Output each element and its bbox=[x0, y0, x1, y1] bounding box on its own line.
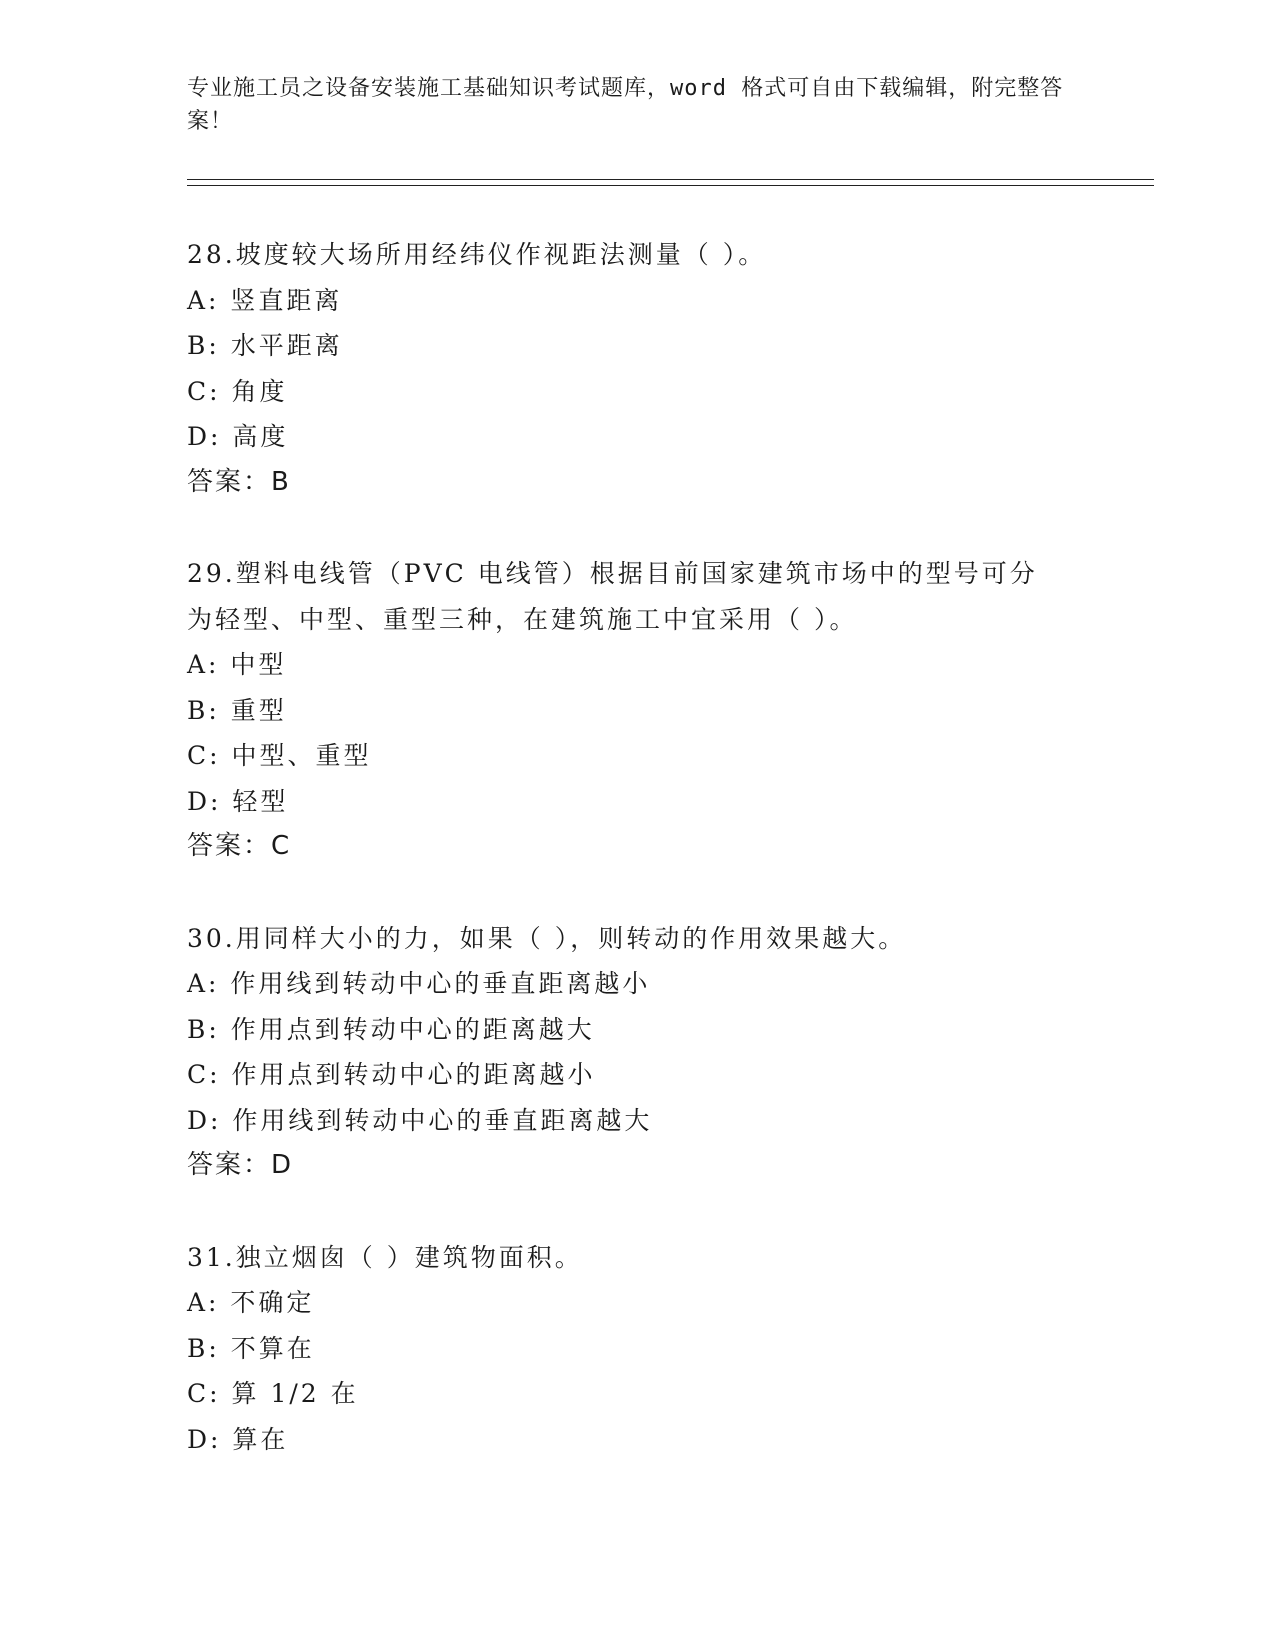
answer-label: 答案：B bbox=[187, 466, 291, 497]
question-text: 30.用同样大小的力，如果（ ），则转动的作用效果越大。 bbox=[187, 923, 907, 953]
option-c: C: 算 1/2 在 bbox=[187, 1379, 359, 1408]
option-a: A: 中型 bbox=[187, 650, 287, 679]
question-text: 29.塑料电线管（PVC 电线管）根据目前国家建筑市场中的型号可分为轻型、中型、重型三种，在建筑施工中宜采用（ ）。 bbox=[187, 559, 1038, 634]
option-a: A: 竖直距离 bbox=[187, 285, 343, 315]
option-d: D: 作用线到转动中心的垂直距离越大 bbox=[187, 1105, 653, 1135]
answer-label: 答案：C bbox=[187, 831, 292, 861]
question-30 bbox=[187, 916, 1087, 1189]
page-header: 专业施工员之设备安装施工基础知识考试题库，word 格式可自由下载编辑，附完整答案！ bbox=[187, 76, 1064, 134]
question-28 bbox=[187, 232, 1087, 505]
option-a: A: 作用线到转动中心的垂直距离越小 bbox=[187, 969, 651, 998]
option-c: C: 中型、重型 bbox=[187, 741, 372, 770]
option-a: A: 不确定 bbox=[187, 1288, 315, 1317]
option-d: D: 高度 bbox=[187, 422, 289, 451]
header-divider bbox=[187, 179, 1154, 186]
option-b: B: 重型 bbox=[187, 695, 287, 725]
question-31 bbox=[187, 1235, 1087, 1463]
option-c: C: 角度 bbox=[187, 376, 288, 406]
option-b: B: 作用点到转动中心的距离越大 bbox=[187, 1014, 595, 1044]
question-text: 31.独立烟囱（ ）建筑物面积。 bbox=[187, 1242, 583, 1272]
question-text: 28.坡度较大场所用经纬仪作视距法测量（ ）。 bbox=[187, 240, 767, 269]
option-c: C: 作用点到转动中心的距离越小 bbox=[187, 1060, 596, 1089]
answer-label: 答案：D bbox=[187, 1150, 294, 1180]
option-b: B: 不算在 bbox=[187, 1333, 315, 1363]
question-29 bbox=[187, 551, 1087, 870]
question-list bbox=[187, 232, 1087, 1508]
option-d: D: 算在 bbox=[187, 1424, 289, 1454]
option-d: D: 轻型 bbox=[187, 786, 289, 816]
option-b: B: 水平距离 bbox=[187, 331, 343, 360]
